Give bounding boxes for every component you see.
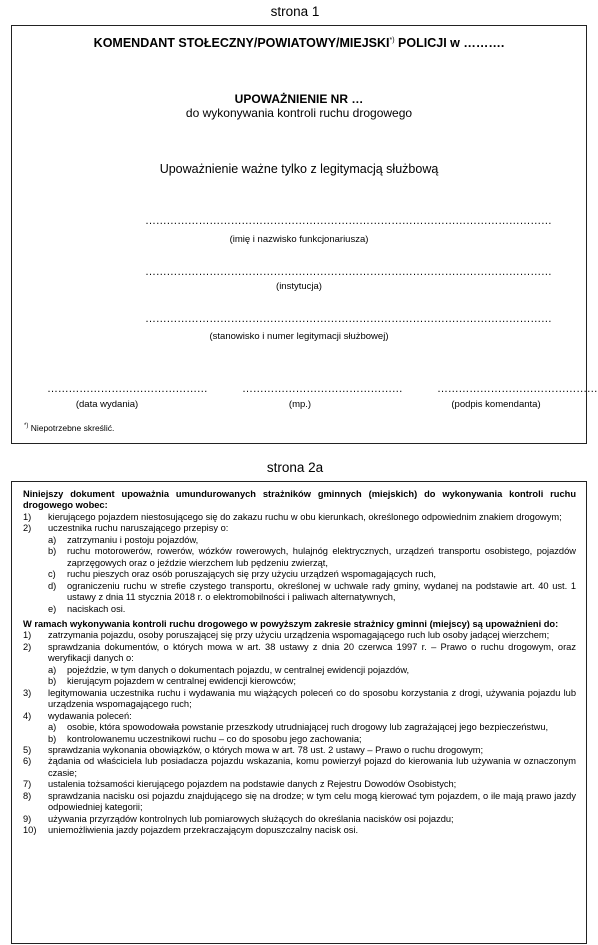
document-heading: KOMENDANT STOŁECZNY/POWIATOWY/MIEJSKI*) POLICJI w ………. — [93, 36, 505, 50]
list-item: 4) wydawania poleceń: — [23, 710, 132, 721]
list-item: 1) kierującego pojazdem niestosującego się do zakazu ruchu w obu kierunkach, określonego odpowiednim znakiem drogowym; — [23, 511, 562, 522]
page-label-2: strona 2a — [266, 460, 324, 475]
institution-fill-line: …………………………………………………………………………………………………… — [145, 266, 552, 278]
institution-caption: (instytucja) — [276, 281, 322, 292]
sub-list-item: b) ruchu motorowerów, rowerów, wózków rowerowych, hulajnóg elektrycznych, urządzeń transportu osobistego, pojazdów zaprzęgowych oraz o jeździe wierzchem lub pędzeniu zwierząt, — [48, 546, 576, 568]
position-caption: (stanowisko i numer legitymacji służbowej) — [209, 331, 389, 342]
sub-list-item: d) ograniczeniu ruchu w strefie czystego transportu, określonej w uchwale rady gminy, wydanej na podstawie art. 40 ust. 1 ustawy z dnia 11 stycznia 2018 r. o elektromobilności i paliwach alternatywnych, — [48, 580, 576, 603]
validity-note: Upoważnienie ważne tylko z legitymacją służbową — [159, 162, 439, 176]
footnote: *) Niepotrzebne skreślić. — [24, 423, 115, 433]
signature-fill-line: ……………………………………… — [437, 383, 598, 395]
authorization-card-front — [11, 25, 598, 444]
back-content — [23, 489, 576, 837]
sub-list-item: a) zatrzymaniu i postoju pojazdów, — [48, 534, 199, 545]
stamp-caption: (mp.) — [288, 399, 312, 410]
list-item: 10) uniemożliwienia jazdy pojazdem przekraczającym dopuszczalny nacisk osi. — [23, 825, 359, 836]
position-fill-line: …………………………………………………………………………………………………… — [145, 313, 552, 325]
list-item: 9) używania przyrządów kontrolnych lub pomiarowych służących do określania nacisków osi pojazdu; — [23, 813, 454, 824]
list-item: 8) sprawdzania nacisku osi pojazdu znajdującego się na drodze; w tym celu mogą kierować tym pojazdem, o ile mają prawo jazdy odpowiedniej kategorii; — [23, 790, 576, 813]
name-caption: (imię i nazwisko funkcjonariusza) — [229, 234, 369, 245]
intro-powers: W ramach wykonywania kontroli ruchu drogowego w powyższym zakresie strażnicy gminni (miejscy) są upoważnieni do: — [23, 618, 559, 629]
stamp-fill-line: ……………………………………… — [242, 383, 403, 395]
intro-scope: Niniejszy dokument upoważnia umundurowanych strażników gminnych (miejskich) do wykonywania kontroli ruchu drogowego wobec: — [23, 489, 576, 511]
list-item: 2) sprawdzania dokumentów, o których mowa w art. 38 ustawy z dnia 20 czerwca 1997 r. – Prawo o ruchu drogowym, oraz weryfikacji danych o: — [23, 641, 576, 664]
sub-list-item: e) naciskach osi. — [48, 603, 126, 614]
page-label-1: strona 1 — [270, 4, 320, 19]
list-item: 6) żądania od właściciela lub posiadacza pojazdu wskazania, komu powierzył pojazd do kierowania lub używania w oznaczonym czasie; — [23, 756, 576, 778]
sub-list-item: b) kontrolowanemu uczestnikowi ruchu – co do sposobu jego zachowania; — [48, 733, 362, 744]
list-item: 2) uczestnika ruchu naruszającego przepisy o: — [23, 523, 229, 534]
date-fill-line: ……………………………………… — [47, 383, 208, 395]
authorization-card-back — [11, 481, 587, 944]
name-fill-line: …………………………………………………………………………………………………… — [145, 215, 552, 227]
list-item: 1) zatrzymania pojazdu, osoby poruszającej się przy użyciu urządzenia wspomagającego ruch lub osoby jadącej wierzchem; — [23, 630, 550, 641]
document-title: UPOWAŻNIENIE NR … — [234, 92, 364, 106]
list-item: 7) ustalenia tożsamości kierującego pojazdem na podstawie danych z Rejestru Dowodów Osobistych; — [23, 779, 457, 790]
sub-list-item: c) ruchu pieszych oraz osób poruszających się przy użyciu urządzeń wspomagających ruch, — [48, 569, 436, 580]
document-subtitle: do wykonywania kontroli ruchu drogowego — [185, 106, 413, 120]
list-item: 5) sprawdzania wykonania obowiązków, o których mowa w art. 78 ust. 2 ustawy – Prawo o ruchu drogowym; — [23, 744, 484, 755]
signature-caption: (podpis komendanta) — [451, 399, 541, 410]
list-item: 3) legitymowania uczestnika ruchu i wydawania mu wiążących poleceń co do sposobu korzystania z drogi, używania pojazdu lub urządzenia wspomagającego ruch; — [23, 687, 576, 710]
date-caption: (data wydania) — [75, 399, 139, 410]
sub-list-item: a) osobie, która spowodowała powstanie przeszkody utrudniającej ruch drogowy lub zagrażającej jego bezpieczeństwu, — [48, 722, 549, 733]
sub-list-item: b) kierującym pojazdem w centralnej ewidencji kierowców; — [48, 676, 296, 687]
sub-list-item: a) pojeździe, w tym danych o dokumentach pojazdu, w centralnej ewidencji pojazdów, — [48, 664, 410, 675]
